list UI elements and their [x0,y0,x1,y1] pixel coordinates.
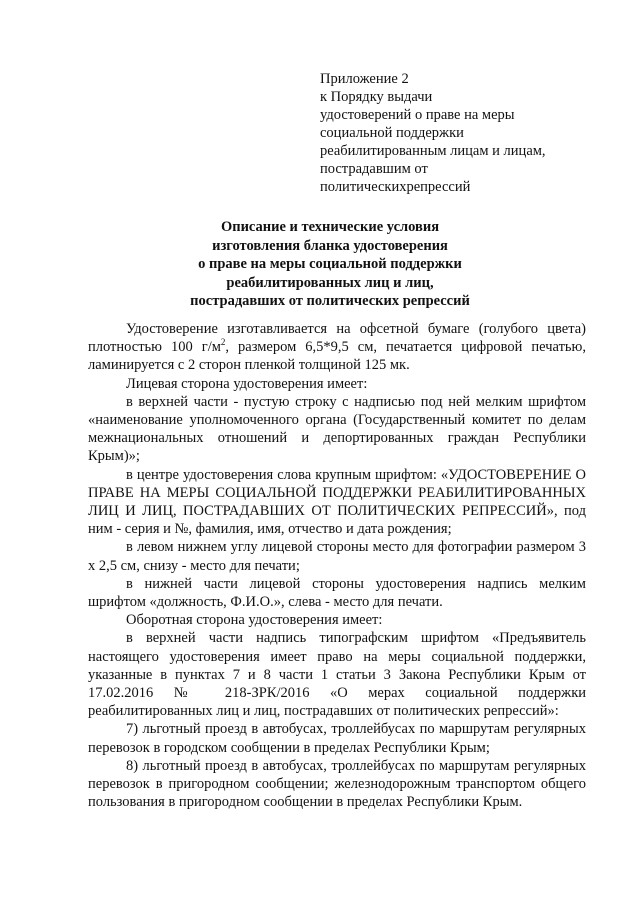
paragraph-bottom-part: в нижней части лицевой стороны удостоверения надпись мелким шрифтом «должность, Ф.И.О.», слева - место для печати. [88,575,586,611]
paragraph-item-7: 7) льготный проезд в автобусах, троллейбусах по маршрутам регулярных перевозок в городском сообщении в пределах Республики Крым; [88,721,586,756]
document-body [88,320,586,811]
annex-header [320,70,590,196]
paragraph-back-top: в верхней части надпись типографским шрифтом «Предъявитель настоящего удостоверения имеет право на меры социальной поддержки, указанные в пунктах 7 и 8 части 1 статьи 3 Закона Республики Крым от 17.02.2016 № 218-ЗРК/2016 «О мерах социальной поддержки реабилитированных лиц и лиц, пострадавших от политических репрессий»: [88,630,586,720]
title-line: пострадавших от политических репрессий [190,293,470,309]
paragraph-photo: в левом нижнем углу лицевой стороны место для фотографии размером 3 х 2,5 см, снизу - место для печати; [88,539,586,574]
document-title [60,218,600,311]
annex-line: к Порядку выдачи [320,89,433,105]
annex-line: политическихрепрессий [320,179,471,195]
paragraph-item-8: 8) льготный проезд в автобусах, троллейбусах по маршрутам регулярных перевозок в пригородном сообщении; железнодорожным транспортом общего пользования в пригородном сообщении в пределах Республики Крым. [88,757,586,811]
annex-line: социальной поддержки [320,125,464,141]
paragraph-back-side: Оборотная сторона удостоверения имеет: [126,612,383,629]
paragraph-center: в центре удостоверения слова крупным шрифтом: «УДОСТОВЕРЕНИЕ О ПРАВЕ НА МЕРЫ СОЦИАЛЬНОЙ ПОДДЕРЖКИ РЕАБИЛИТИРОВАННЫХ ЛИЦ И ЛИЦ, ПОСТРАДАВШИХ ОТ ПОЛИТИЧЕСКИХ РЕПРЕССИЙ», под ним - серия и №, фамилия, имя, отчество и дата рождения; [88,466,586,538]
annex-line: удостоверений о праве на меры [320,107,515,123]
annex-line: пострадавшим от [320,161,428,177]
paragraph-text: , размером 6,5*9,5 см, печатается цифровой печатью, ламинируется с 2 сторон пленкой толщиной 125 мк. [88,339,586,374]
title-line: реабилитированных лиц и лиц, [226,274,434,291]
annex-line: реабилитированным лицам и лицам, [320,143,546,159]
paragraph-text: Удостоверение изготавливается на офсетной бумаге (голубого цвета) плотностью 100 г/м [88,321,586,356]
paragraph-paper-specs [88,320,586,375]
superscript: 2 [220,337,226,348]
title-line: о праве на меры социальной поддержки [198,256,462,272]
title-line: Описание и технические условия [220,219,440,235]
title-line: изготовления бланка удостоверения [212,237,448,254]
paragraph-front-side: Лицевая сторона удостоверения имеет: [126,375,368,392]
annex-line: Приложение 2 [320,71,409,87]
paragraph-top-part: в верхней части - пустую строку с надписью под ней мелким шрифтом «наименование уполномоченного органа (Государственный комитет по делам межнациональных отношений и депортированных граждан Республики Крым)»; [88,393,586,465]
